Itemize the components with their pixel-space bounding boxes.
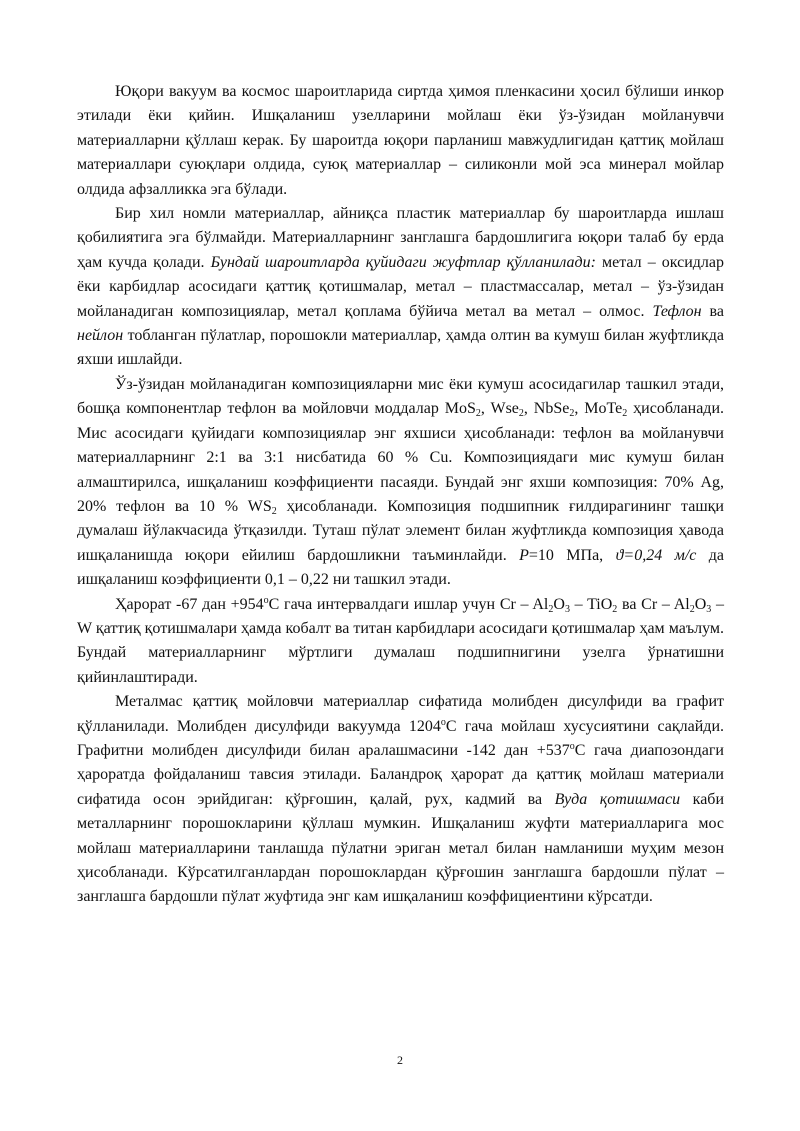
subscript: 2 [518, 408, 524, 420]
italic-text: ϑ=0,24 м/с [615, 546, 697, 564]
text-run: ҳисобланади. Мис асосидаги қуйидаги композициялар энг яхшиси ҳисобланади: тефлон ва мойланувчи материалларнинг 2:1 ва 3:1 нисбатида 60 % Cu. Композициядаги мис кумуш билан алмаштирилса, ишқаланиш коэффициенти пасаяди. Бундай энг яхши композиция: 70% Ag, 20% тефлон ва 10 % WS [77, 400, 725, 515]
paragraph [77, 690, 724, 910]
italic-text: нейлон [77, 327, 124, 345]
subscript: 2 [622, 408, 628, 420]
text-run: Юқори вакуум ва космос шароитларида сиртда ҳимоя пленкасини ҳосил бўлиши инкор этилади ёки қийин. Ишқаланиш узелларини мойлаш ёки ўз-ўзидан мойланувчи материалларни қўллаш керак. Бу шароитда юқори парланиш мавжудлигидан қаттиқ мойлаш материаллари суюқлари олдида, суюқ материаллар – силиконли мой эса минерал мойлар олдида афзалликка эга бўлади. [77, 83, 724, 198]
superscript: о [569, 740, 575, 752]
text-run: –W қаттиқ қотишмалари ҳамда кобалт ва титан карбидлари асосидаги қотишмалар ҳам маълум. Бундай материалларнинг мўртлиги думалаш подшипнигини узелга ўрнатишни қийинлаштиради. [77, 595, 725, 686]
text-run: ва [701, 302, 724, 320]
page-number: 2 [397, 1053, 403, 1067]
subscript: 2 [475, 408, 481, 420]
superscript: о [440, 716, 446, 728]
text-run: – TiO [569, 595, 613, 613]
italic-text: Вуда қотишмаси [554, 790, 681, 808]
subscript: 2 [271, 505, 277, 517]
subscript: 2 [548, 603, 554, 615]
subscript: 3 [706, 603, 712, 615]
paragraph [77, 593, 724, 691]
text-run: Бир хил номли материаллар, айниқса пластик материаллар бу шароитларда ишлаш қобилиятига эга бўлмайди. Материалларнинг занглашга бардошлигига юқори талаб бу ерда ҳам кучда қолади. [77, 205, 724, 271]
text-run: тобланган пўлатлар, порошокли материаллар, ҳамда олтин ва кумуш билан жуфтликда яхши ишлайди. [77, 327, 724, 369]
italic-text: Тефлон [652, 302, 702, 320]
text-run: , MoTe [574, 400, 623, 418]
text-run: ва Cr – Al [617, 595, 690, 613]
text-run: ҳисобланади. Композиция подшипник ғилдирагининг ташқи думалаш йўлакчасида ўтқазилди. Туташ пўлат элемент билан жуфтликда композиция ҳавода ишқаланишда юқори ейилиш бардошликни таъминлайди. [77, 497, 724, 564]
subscript: 2 [689, 603, 695, 615]
subscript: 3 [564, 603, 570, 615]
text-run: каби металларнинг порошокларини қўллаш мумкин. Ишқаланиш жуфти материалларига мос мойлаш материалларини танлашда пўлатни эриган метал билан намланиши муҳим мезон ҳисобланади. Кўрсатилганлардан порошоклардан қўрғошин занглашга бардошли пўлат – занглашга бардошли пўлат жуфтида энг кам ишқаланиш коэффициентини кўрсатди. [77, 790, 725, 906]
text-run: , NbSe [523, 400, 570, 418]
subscript: 2 [612, 603, 618, 615]
italic-text: Бундай шароитларда қуйидаги жуфтлар қўлланилади: [210, 253, 596, 271]
text-run: С гача мойлаш хусусиятини сақлайди. Графитни молибден дисулфиди билан аралашмасини -142 дан +537 [77, 717, 724, 759]
text-run: да ишқаланиш коэффициенти 0,1 – 0,22 ни ташкил этади. [77, 546, 725, 589]
text-run: С гача диапозондаги ҳароратда фойдаланиш тавсия этилади. Баландроқ ҳарорат да қаттиқ мойлаш материали сифатида осон эрийдиган: қўрғошин, қалай, рух, кадмий ва [77, 741, 724, 808]
text-run: O [553, 595, 565, 613]
text-run: С гача интервалдаги ишлар учун Cr – Al [268, 595, 549, 613]
superscript: о [263, 594, 269, 606]
text-run: =10 МПа, [528, 546, 616, 564]
document-body [77, 80, 724, 910]
paragraph [77, 202, 724, 373]
subscript: 2 [569, 408, 575, 420]
paragraph [77, 373, 724, 593]
text-run: Металмас қаттиқ мойловчи материаллар сифатида молибден дисулфиди ва графит қўлланилади. Молибден дисулфиди вакуумда 1204 [77, 693, 724, 735]
italic-text: P [519, 546, 529, 564]
text-run: метал – оксидлар ёки карбидлар асосидаги қаттиқ қотишмалар, метал – пластмассалар, метал – ўз-ўзидан мойланадиган композициялар, метал қоплама бўйича метал ва метал – олмос. [77, 253, 725, 320]
text-run: Ўз-ўзидан мойланадиган композицияларни мис ёки кумуш асосидагилар ташкил этади, бошқа компонентлар тефлон ва мойловчи моддалар MoS [77, 375, 724, 418]
text-run: O [694, 595, 707, 613]
text-run: , Wse [480, 400, 519, 418]
paragraph [77, 80, 724, 202]
text-run: Ҳарорат -67 дан +954 [115, 595, 264, 613]
